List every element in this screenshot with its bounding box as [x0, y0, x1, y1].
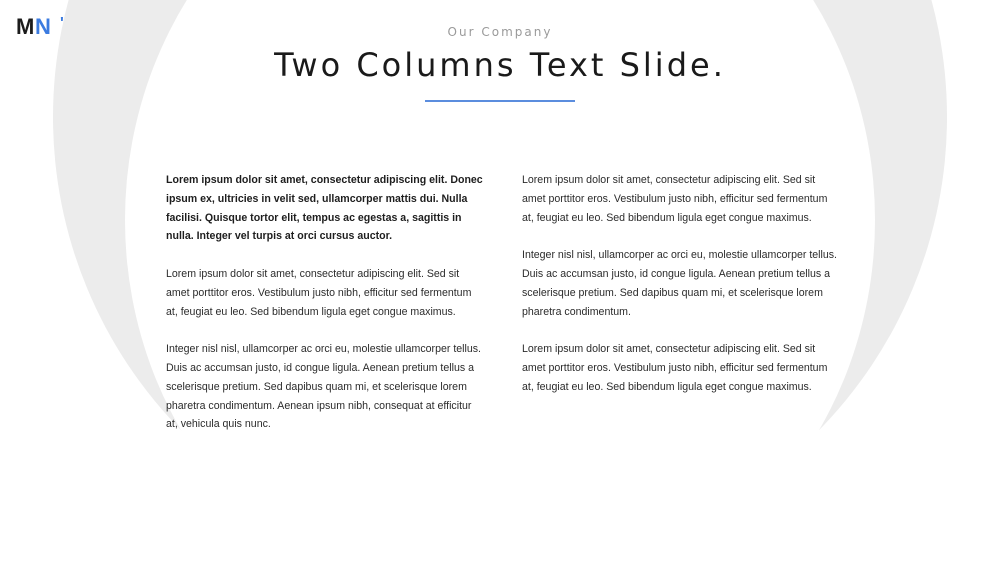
paragraph: Integer nisl nisl, ullamcorper ac orci eu, molestie ullamcorper tellus. Duis ac accumsan justo, id congue ligula. Aenean pretium tellus a scelerisque pretium. Sed dapibus quam mi, et scelerisque lorem pharetra condimentum. — [522, 249, 837, 318]
logo-m: M — [16, 14, 35, 38]
logo-mark: ' — [60, 15, 64, 32]
text-column-right — [522, 171, 840, 415]
title-underline — [425, 100, 575, 102]
logo-n: N — [35, 14, 51, 38]
paragraph: Lorem ipsum dolor sit amet, consectetur adipiscing elit. Sed sit amet porttitor eros. Vestibulum justo nibh, efficitur sed fermentum at, feugiat eu leo. Sed bibendum ligula eget congue maximus. — [522, 343, 828, 393]
paragraph: Lorem ipsum dolor sit amet, consectetur adipiscing elit. Sed sit amet porttitor eros. Vestibulum justo nibh, efficitur sed fermentum at, feugiat eu leo. Sed bibendum ligula eget congue maximus. — [522, 174, 828, 224]
paragraph: Lorem ipsum dolor sit amet, consectetur adipiscing elit. Donec ipsum ex, ultricies in velit sed, ullamcorper mattis dui. Nulla facilisi. Quisque tortor elit, tempus ac egestas a, sagittis in nulla. Integer vel turpis at orci cursus auctor. — [166, 174, 483, 243]
paragraph: Integer nisl nisl, ullamcorper ac orci eu, molestie ullamcorper tellus. Duis ac accumsan justo, id congue ligula. Aenean pretium tellus a scelerisque pretium. Sed dapibus quam mi, et scelerisque lorem pharetra condimentum. Aenean ipsum nibh, consequat at efficitur at, vehicula quis nunc. — [166, 343, 481, 431]
text-column-left — [166, 171, 484, 453]
paragraph: Lorem ipsum dolor sit amet, consectetur adipiscing elit. Sed sit amet porttitor eros. Vestibulum justo nibh, efficitur sed fermentum at, feugiat eu leo. Sed bibendum ligula eget congue maximus. — [166, 267, 472, 318]
slide-title: Two Columns Text Slide. — [274, 46, 726, 84]
section-subtitle: Our Company — [447, 25, 553, 39]
